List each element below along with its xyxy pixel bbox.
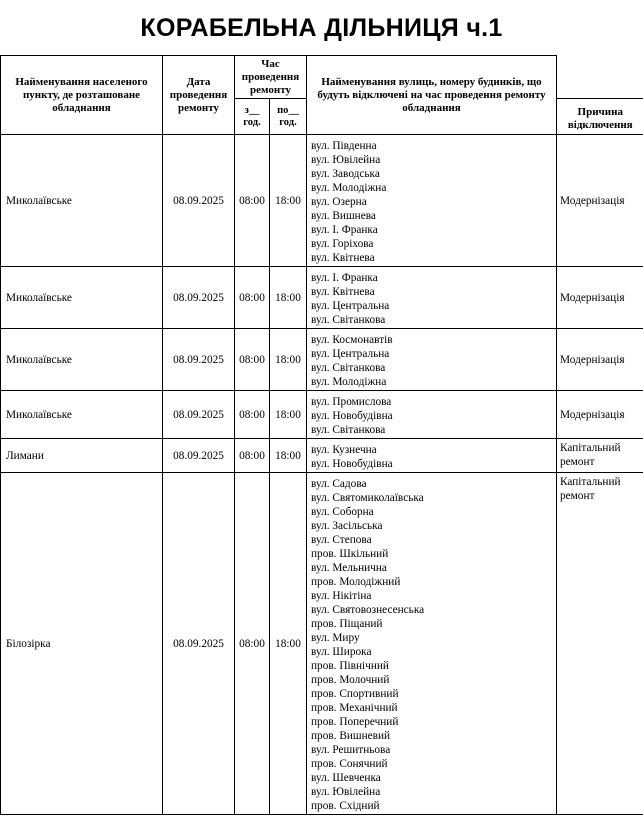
- settlement-cell: Миколаївське: [1, 391, 163, 439]
- time-from-cell: 08:00: [235, 439, 270, 473]
- time-to-cell: 18:00: [270, 135, 307, 267]
- page-title: КОРАБЕЛЬНА ДІЛЬНИЦЯ ч.1: [140, 14, 503, 42]
- header-time-to: по__ год.: [270, 99, 307, 135]
- date-cell: 08.09.2025: [163, 135, 235, 267]
- street-item: вул. Новобудівна: [311, 458, 393, 470]
- street-item: вул. Ювілейна: [311, 154, 381, 166]
- street-item: вул. Озерна: [311, 196, 367, 208]
- street-item: вул. Космонавтів: [311, 334, 393, 346]
- street-item: вул. Світанкова: [311, 424, 386, 436]
- settlement-cell: Лимани: [1, 439, 163, 473]
- date-cell: 08.09.2025: [163, 391, 235, 439]
- street-item: пров. Сонячний: [311, 758, 388, 770]
- time-to-cell: 18:00: [270, 473, 307, 815]
- street-item: вул. Мельнична: [311, 562, 387, 574]
- street-item: вул. Промислова: [311, 396, 392, 408]
- outage-schedule-table: [0, 55, 643, 815]
- date-cell: 08.09.2025: [163, 473, 235, 815]
- street-item: вул. Миру: [311, 632, 360, 644]
- street-item: пров. Шкільний: [311, 548, 389, 560]
- streets-cell: [307, 135, 557, 267]
- time-from-cell: 08:00: [235, 391, 270, 439]
- street-item: вул. Новобудівна: [311, 410, 393, 422]
- time-from-cell: 08:00: [235, 329, 270, 391]
- street-item: вул. Заводська: [311, 168, 380, 180]
- streets-cell: [307, 267, 557, 329]
- street-item: вул. Світанкова: [311, 362, 386, 374]
- street-item: вул. Святовознесенська: [311, 604, 425, 616]
- table-row: [1, 473, 643, 815]
- time-from-cell: 08:00: [235, 267, 270, 329]
- settlement-cell: Миколаївське: [1, 135, 163, 267]
- time-to-cell: 18:00: [270, 391, 307, 439]
- header-streets: Найменування вулиць, номеру будинків, що будуть відключені на час проведення ремонту обладнання: [307, 56, 557, 135]
- street-item: вул. Святомиколаївська: [311, 492, 424, 504]
- settlement-cell: Миколаївське: [1, 329, 163, 391]
- header-settlement: Найменування населеного пункту, де розташоване обладнання: [1, 56, 163, 135]
- time-from-cell: 08:00: [235, 473, 270, 815]
- streets-cell: [307, 473, 557, 815]
- street-item: пров. Поперечний: [311, 716, 399, 728]
- settlement-cell: Миколаївське: [1, 267, 163, 329]
- date-cell: 08.09.2025: [163, 439, 235, 473]
- reason-cell: Капітальний ремонт: [557, 473, 643, 815]
- street-item: вул. Молодіжна: [311, 376, 387, 388]
- street-item: вул. Садова: [311, 478, 367, 490]
- time-from-cell: 08:00: [235, 135, 270, 267]
- table-row: [1, 439, 643, 473]
- street-item: вул. Степова: [311, 534, 372, 546]
- street-item: вул. Південна: [311, 140, 377, 152]
- street-item: вул. Молодіжна: [311, 182, 387, 194]
- street-item: вул. Центральна: [311, 348, 390, 360]
- street-item: пров. Східний: [311, 800, 380, 812]
- streets-cell: [307, 391, 557, 439]
- reason-cell: Модернізація: [557, 135, 643, 267]
- street-item: вул. Центральна: [311, 300, 390, 312]
- date-cell: 08.09.2025: [163, 267, 235, 329]
- street-item: вул. Ювілейна: [311, 786, 381, 798]
- street-item: вул. Квітнева: [311, 252, 375, 264]
- street-item: вул. І. Франка: [311, 224, 378, 236]
- street-item: вул. Шевченка: [311, 772, 381, 784]
- street-item: вул. Соборна: [311, 506, 374, 518]
- street-item: пров. Механічний: [311, 702, 398, 714]
- street-item: вул. Кузнечна: [311, 444, 377, 456]
- street-item: вул. Засільська: [311, 520, 383, 532]
- street-item: вул. Квітнева: [311, 286, 375, 298]
- time-to-cell: 18:00: [270, 439, 307, 473]
- time-to-cell: 18:00: [270, 329, 307, 391]
- header-reason: Причина відключення: [557, 99, 643, 135]
- street-item: вул. І. Франка: [311, 272, 378, 284]
- table-row: [1, 135, 643, 267]
- table-row: [1, 329, 643, 391]
- time-to-cell: 18:00: [270, 267, 307, 329]
- header-time: Час проведення ремонту: [235, 56, 307, 99]
- reason-cell: Модернізація: [557, 267, 643, 329]
- street-item: вул. Нікітіна: [311, 590, 372, 602]
- header-blank: [557, 56, 643, 99]
- date-cell: 08.09.2025: [163, 329, 235, 391]
- street-item: вул. Горіхова: [311, 238, 374, 250]
- table-row: [1, 267, 643, 329]
- street-item: пров. Молочний: [311, 674, 390, 686]
- street-item: вул. Світанкова: [311, 314, 386, 326]
- street-item: вул. Широка: [311, 646, 372, 658]
- street-item: пров. Північний: [311, 660, 389, 672]
- settlement-cell: Білозірка: [1, 473, 163, 815]
- header-date: Дата проведення ремонту: [163, 56, 235, 135]
- street-item: пров. Вишневий: [311, 730, 391, 742]
- streets-cell: [307, 329, 557, 391]
- reason-cell: Модернізація: [557, 391, 643, 439]
- streets-cell: [307, 439, 557, 473]
- street-item: пров. Молодіжний: [311, 576, 401, 588]
- street-item: пров. Піщаний: [311, 618, 383, 630]
- street-item: пров. Спортивний: [311, 688, 399, 700]
- reason-cell: Модернізація: [557, 329, 643, 391]
- street-item: вул. Решитньова: [311, 744, 391, 756]
- reason-cell: Капітальний ремонт: [557, 439, 643, 473]
- table-row: [1, 391, 643, 439]
- street-item: вул. Вишнева: [311, 210, 376, 222]
- header-time-from: з__ год.: [235, 99, 270, 135]
